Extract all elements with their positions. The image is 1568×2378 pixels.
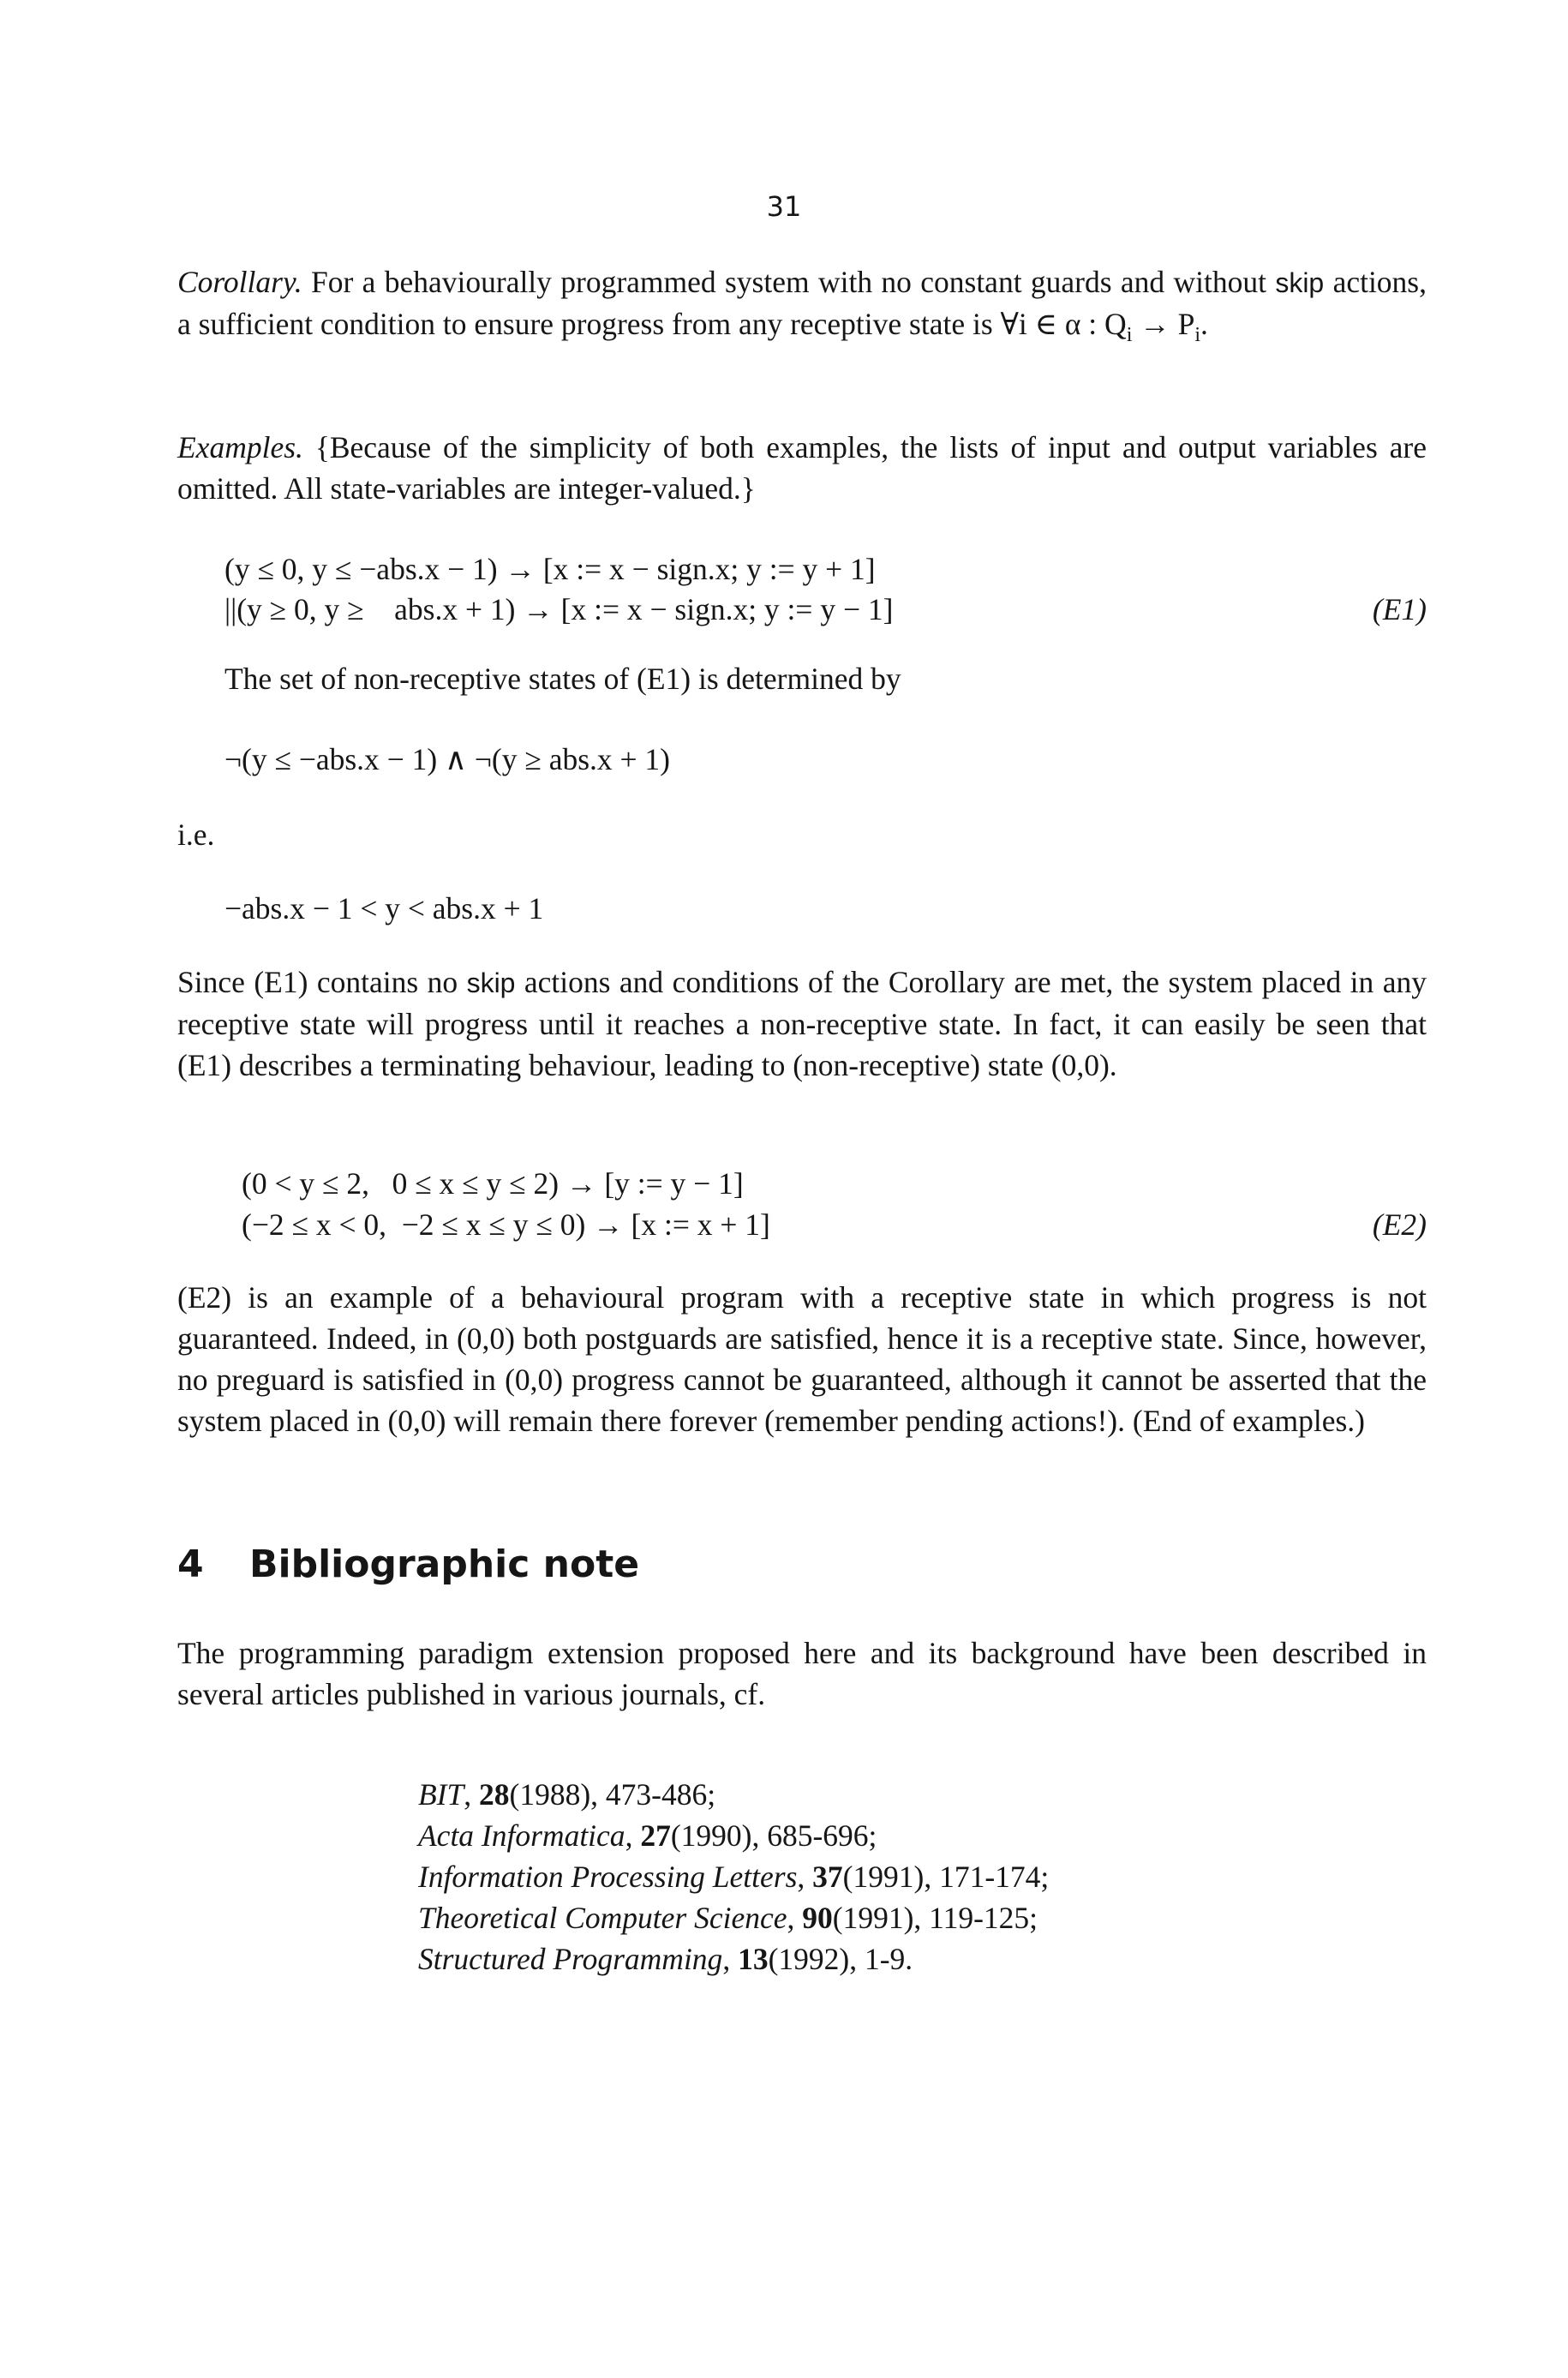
since-text-b: actions and conditions of the Corollary are met, the system placed in any receptive state will progress until it reaches a non-receptive state. In fact, it can easily be seen that (E1) describes a terminating behaviour, leading to (non-receptive) state (0,0).	[177, 965, 1427, 1082]
corollary-text-a: For a behaviourally programmed system with no constant guards and without	[310, 265, 1266, 299]
reference-year-pages: (1991), 119-125;	[832, 1901, 1038, 1935]
section-title: Bibliographic note	[248, 1542, 640, 1586]
e1-line-1: (y ≤ 0, y ≤ −abs.x − 1) → [x := x − sign.x; y := y + 1]	[224, 552, 876, 586]
page-number: 31	[766, 190, 802, 223]
reference-year-pages: (1991), 171-174;	[842, 1860, 1050, 1894]
reference-item: Information Processing Letters, 37(1991), 171-174;	[418, 1860, 1050, 1894]
reference-item: Structured Programming, 13(1992), 1-9.	[418, 1942, 913, 1976]
reference-item: Theoretical Computer Science, 90(1991), 119-125;	[418, 1901, 1038, 1935]
reference-item: Acta Informatica, 27(1990), 685-696;	[418, 1818, 877, 1853]
e2-label: (E2)	[1372, 1207, 1427, 1242]
subscript-i: i	[1126, 324, 1133, 347]
corollary-arrow: → P	[1132, 307, 1195, 341]
reference-volume: 28	[479, 1777, 510, 1812]
since-text-a: Since (E1) contains no	[177, 965, 458, 999]
skip-keyword: skip	[466, 967, 516, 998]
reference-journal: Theoretical Computer Science	[418, 1901, 787, 1935]
corollary-label: Corollary.	[177, 265, 302, 299]
nonreceptive-intro: The set of non-receptive states of (E1) is determined by	[224, 662, 901, 696]
examples-text: {Because of the simplicity of both examples, the lists of input and output variables are omitted. All state-variables are integer-valued.}	[177, 430, 1427, 506]
examples-label: Examples.	[177, 430, 303, 464]
section-number: 4	[177, 1542, 204, 1586]
examples-paragraph	[177, 427, 1427, 509]
corollary-text-b: actions, a sufficient condition to ensure progress from any receptive state is ∀i ∈ α : Q	[177, 265, 1427, 341]
reference-volume: 90	[802, 1901, 833, 1935]
reference-journal: Structured Programming	[418, 1942, 723, 1976]
e2-line-2: (−2 ≤ x < 0, −2 ≤ x ≤ y ≤ 0) → [x := x + 1]	[242, 1207, 770, 1242]
ie-label: i.e.	[177, 818, 215, 852]
reference-year-pages: (1992), 1-9.	[768, 1942, 913, 1976]
e1-line-2: ||(y ≥ 0, y ≥ abs.x + 1) → [x := x − sign.x; y := y − 1]	[224, 592, 894, 626]
reference-volume: 13	[738, 1942, 769, 1976]
reference-journal: BIT	[418, 1777, 464, 1812]
section-heading	[177, 1542, 639, 1586]
reference-year-pages: (1988), 473-486;	[509, 1777, 716, 1812]
reference-item: BIT, 28(1988), 473-486;	[418, 1777, 716, 1812]
ie-formula: −abs.x − 1 < y < abs.x + 1	[224, 891, 544, 925]
nonreceptive-formula: ¬(y ≤ −abs.x − 1) ∧ ¬(y ≥ abs.x + 1)	[224, 742, 670, 776]
corollary-paragraph	[177, 261, 1427, 356]
e2-paragraph: (E2) is an example of a behavioural program with a receptive state in which progress is not guaranteed. Indeed, in (0,0) both postguards are satisfied, hence it is a receptive state. Since, however, no preguard is satisfied in (0,0) progress cannot be guaranteed, although it cannot be asserted that the system placed in (0,0) will remain there forever (remember pending actions!). (End of examples.)	[177, 1280, 1427, 1438]
since-paragraph	[177, 961, 1427, 1086]
reference-volume: 27	[640, 1818, 671, 1853]
subscript-i: i	[1194, 324, 1201, 347]
reference-journal: Acta Informatica	[418, 1818, 625, 1853]
reference-volume: 37	[812, 1860, 843, 1894]
reference-year-pages: (1990), 685-696;	[670, 1818, 877, 1853]
skip-keyword: skip	[1275, 267, 1325, 298]
corollary-end: .	[1200, 307, 1208, 341]
e2-line-1: (0 < y ≤ 2, 0 ≤ x ≤ y ≤ 2) → [y := y − 1]	[242, 1166, 744, 1201]
biblio-paragraph: The programming paradigm extension proposed here and its background have been described in several articles published in various journals, cf.	[177, 1636, 1427, 1711]
reference-journal: Information Processing Letters	[418, 1860, 798, 1894]
reference-list	[418, 1774, 1049, 1980]
e1-label: (E1)	[1372, 592, 1427, 626]
